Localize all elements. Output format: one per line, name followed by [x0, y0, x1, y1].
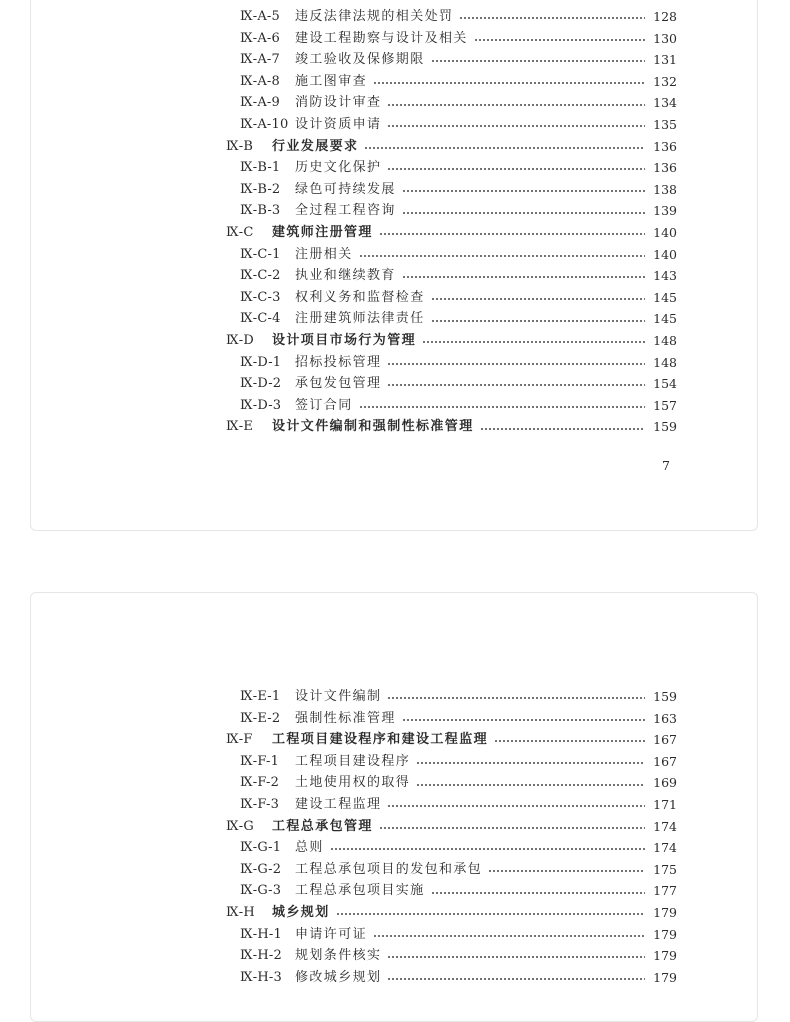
toc-entry-page: 135 [653, 117, 677, 132]
toc-section-entry[interactable] [226, 902, 677, 924]
toc-entry-code: Ⅸ-H-3 [240, 969, 282, 985]
toc-entry-title: 工程总承包项目的发包和承包 [295, 861, 483, 877]
toc-entry-page: 131 [653, 52, 677, 68]
toc-subsection-entry[interactable] [240, 967, 677, 989]
dot-leader [387, 125, 645, 127]
dot-leader [474, 39, 645, 41]
toc-subsection-entry[interactable] [240, 71, 677, 93]
toc-entry-page: 171 [653, 797, 677, 812]
toc-subsection-entry[interactable] [240, 92, 677, 114]
dot-leader [387, 384, 645, 386]
dot-leader [387, 363, 645, 365]
dot-leader [364, 147, 645, 149]
dot-leader [387, 805, 645, 807]
dot-leader [387, 168, 645, 170]
dot-leader [359, 406, 645, 408]
toc-entry-page: 175 [653, 861, 677, 877]
toc-entry-title: 承包发包管理 [295, 376, 382, 392]
toc-entry-page: 145 [653, 289, 677, 305]
toc-entry-code: Ⅸ-A-5 [240, 9, 280, 24]
toc-entry-code: Ⅸ-B [226, 138, 254, 154]
toc-subsection-entry[interactable] [240, 708, 677, 730]
dot-leader [373, 935, 645, 937]
toc-entry-code: Ⅸ-C-1 [240, 246, 281, 262]
toc-entry-code: Ⅸ-F-3 [240, 797, 280, 812]
toc-entry-title: 权利义务和监督检查 [295, 289, 425, 305]
toc-entry-code: Ⅸ-B-3 [240, 203, 281, 219]
toc-entry-page: 132 [653, 73, 677, 89]
toc-entry-code: Ⅸ-D-3 [240, 397, 282, 413]
page-number: 7 [662, 458, 670, 473]
toc-subsection-entry[interactable] [240, 114, 677, 136]
toc-entry-page: 136 [653, 160, 677, 176]
dot-leader [379, 233, 645, 235]
toc-section-entry[interactable] [226, 222, 677, 244]
dot-leader [330, 848, 645, 850]
toc-subsection-entry[interactable] [240, 880, 677, 902]
toc-entry-code: Ⅸ-C-2 [240, 268, 281, 284]
toc-entry-title: 施工图审查 [295, 73, 368, 89]
toc-entry-page: 139 [653, 203, 677, 219]
toc-entry-code: Ⅸ-E-2 [240, 710, 281, 726]
toc-entry-title: 执业和继续教育 [295, 268, 396, 284]
toc-entry-code: Ⅸ-A-6 [240, 30, 280, 46]
document-page-1 [30, 0, 758, 531]
dot-leader [359, 255, 645, 257]
toc-entry-title: 招标投标管理 [295, 354, 382, 370]
toc-entry-page: 148 [653, 333, 677, 348]
dot-leader [480, 428, 645, 430]
toc-entry-title: 绿色可持续发展 [295, 181, 396, 197]
toc-entry-title: 注册相关 [295, 246, 353, 262]
toc-subsection-entry[interactable] [240, 924, 677, 946]
toc-section-entry[interactable] [226, 816, 677, 838]
dot-leader [402, 212, 645, 214]
toc-entry-code: Ⅸ-G-3 [240, 883, 282, 899]
toc-entry-page: 167 [653, 753, 677, 769]
toc-entry-page: 157 [653, 397, 677, 413]
toc-entry-code: Ⅸ-D-1 [240, 354, 282, 370]
toc-entry-page: 159 [653, 689, 677, 704]
toc-entry-page: 174 [653, 818, 677, 834]
toc-entry-title: 设计文件编制和强制性标准管理 [272, 419, 474, 435]
dot-leader [431, 892, 645, 894]
toc-entry-title: 建筑师注册管理 [272, 225, 373, 240]
toc-entry-page: 179 [653, 926, 677, 942]
dot-leader [416, 784, 645, 786]
toc-section-entry[interactable] [226, 330, 677, 352]
toc-entry-title: 行业发展要求 [272, 138, 359, 154]
toc-entry-page: 140 [653, 246, 677, 262]
dot-leader [387, 697, 645, 699]
dot-leader [402, 276, 645, 278]
toc-entry-code: Ⅸ-A-10 [240, 117, 289, 132]
toc-entry-code: Ⅸ-E [226, 419, 254, 435]
toc-entry-page: 177 [653, 883, 677, 899]
toc-entry-page: 148 [653, 354, 677, 370]
toc-entry-page: 163 [653, 710, 677, 726]
toc-entry-page: 179 [653, 969, 677, 985]
toc-entry-title: 全过程工程咨询 [295, 203, 396, 219]
toc-entry-title: 工程总承包管理 [272, 818, 373, 834]
dot-leader [402, 719, 645, 721]
dot-leader [387, 104, 645, 106]
toc-subsection-entry[interactable] [240, 772, 677, 794]
toc-entry-code: Ⅸ-H [226, 905, 255, 920]
toc-entry-title: 历史文化保护 [295, 160, 382, 176]
toc-entry-code: Ⅸ-C-3 [240, 289, 281, 305]
dot-leader [387, 956, 645, 958]
toc-subsection-entry[interactable] [240, 157, 677, 179]
toc-entry-title: 申请许可证 [295, 926, 368, 942]
toc-entry-title: 工程项目建设程序和建设工程监理 [272, 732, 489, 748]
toc-subsection-entry[interactable] [240, 244, 677, 266]
toc-subsection-entry[interactable] [240, 179, 677, 201]
toc-subsection-entry[interactable] [240, 6, 677, 28]
toc-subsection-entry[interactable] [240, 395, 677, 417]
toc-subsection-entry[interactable] [240, 28, 677, 50]
dot-leader [373, 82, 645, 84]
toc-section-entry[interactable] [226, 136, 677, 158]
toc-entry-code: Ⅸ-E-1 [240, 689, 281, 704]
toc-subsection-entry[interactable] [240, 945, 677, 967]
toc-entry-page: 154 [653, 376, 677, 392]
dot-leader [488, 870, 645, 872]
toc-entry-code: Ⅸ-B-2 [240, 181, 281, 197]
toc-entry-title: 强制性标准管理 [295, 710, 396, 726]
toc-entry-title: 设计资质申请 [295, 117, 382, 132]
toc-entry-title: 消防设计审查 [295, 95, 382, 111]
toc-subsection-entry[interactable] [240, 859, 677, 881]
toc-subsection-entry[interactable] [240, 49, 677, 71]
dot-leader [431, 298, 645, 300]
dot-leader [379, 827, 645, 829]
toc-entry-code: Ⅸ-H-1 [240, 926, 282, 942]
toc-entry-code: Ⅸ-A-8 [240, 73, 280, 89]
toc-entry-title: 违反法律法规的相关处罚 [295, 9, 454, 24]
toc-entry-title: 设计文件编制 [295, 689, 382, 704]
toc-entry-title: 工程项目建设程序 [295, 753, 411, 769]
toc-entry-code: Ⅸ-F-1 [240, 753, 280, 769]
dot-leader [431, 60, 645, 62]
toc-subsection-entry[interactable] [240, 352, 677, 374]
toc-entry-page: 134 [653, 95, 677, 111]
toc-entry-title: 签订合同 [295, 397, 353, 413]
toc-entry-title: 规划条件核实 [295, 948, 382, 964]
toc-entry-title: 建设工程监理 [295, 797, 382, 812]
toc-entry-page: 136 [653, 138, 677, 154]
toc-entry-title: 注册建筑师法律责任 [295, 311, 425, 327]
toc-entry-title: 总则 [295, 840, 324, 856]
toc-entry-page: 143 [653, 268, 677, 284]
toc-entry-title: 修改城乡规划 [295, 969, 382, 985]
toc-entry-code: Ⅸ-D [226, 333, 254, 348]
toc-entry-code: Ⅸ-B-1 [240, 160, 281, 176]
toc-entry-title: 城乡规划 [272, 905, 330, 920]
dot-leader [387, 978, 645, 980]
toc-section-entry[interactable] [226, 729, 677, 751]
toc-subsection-entry[interactable] [240, 373, 677, 395]
toc-entry-code: Ⅸ-G [226, 818, 254, 834]
toc-entry-title: 设计项目市场行为管理 [272, 333, 417, 348]
dot-leader [459, 17, 645, 19]
dot-leader [494, 740, 645, 742]
toc-entry-page: 145 [653, 311, 677, 327]
dot-leader [416, 762, 645, 764]
toc-entry-page: 174 [653, 840, 677, 856]
dot-leader [336, 913, 645, 915]
toc-entry-code: Ⅸ-C-4 [240, 311, 281, 327]
toc-entry-code: Ⅸ-A-9 [240, 95, 280, 111]
toc-subsection-entry[interactable] [240, 794, 677, 816]
toc-subsection-entry[interactable] [240, 686, 677, 708]
toc-entry-page: 167 [653, 732, 677, 748]
toc-entry-title: 建设工程勘察与设计及相关 [295, 30, 468, 46]
toc-subsection-entry[interactable] [240, 265, 677, 287]
document-page-2 [30, 592, 758, 1022]
dot-leader [431, 320, 645, 322]
toc-entry-title: 竣工验收及保修期限 [295, 52, 425, 68]
toc-entry-title: 土地使用权的取得 [295, 775, 411, 791]
toc-entry-code: Ⅸ-F [226, 732, 253, 748]
toc-entry-code: Ⅸ-F-2 [240, 775, 280, 791]
toc-entry-page: 179 [653, 905, 677, 920]
toc-subsection-entry[interactable] [240, 200, 677, 222]
toc-entry-page: 179 [653, 948, 677, 964]
toc-entry-code: Ⅸ-C [226, 225, 254, 240]
toc-entry-page: 128 [653, 9, 677, 24]
dot-leader [422, 341, 645, 343]
toc-entry-page: 159 [653, 419, 677, 435]
toc-entry-code: Ⅸ-G-1 [240, 840, 282, 856]
toc-entry-page: 140 [653, 225, 677, 240]
toc-entry-code: Ⅸ-H-2 [240, 948, 282, 964]
dot-leader [402, 190, 645, 192]
toc-entry-title: 工程总承包项目实施 [295, 883, 425, 899]
toc-entry-code: Ⅸ-A-7 [240, 52, 280, 68]
toc-subsection-entry[interactable] [240, 308, 677, 330]
toc-entry-page: 138 [653, 181, 677, 197]
toc-entry-code: Ⅸ-G-2 [240, 861, 282, 877]
toc-entry-page: 169 [653, 775, 677, 791]
toc-subsection-entry[interactable] [240, 287, 677, 309]
toc-entry-code: Ⅸ-D-2 [240, 376, 282, 392]
toc-entry-page: 130 [653, 30, 677, 46]
toc-subsection-entry[interactable] [240, 751, 677, 773]
toc-subsection-entry[interactable] [240, 837, 677, 859]
toc-section-entry[interactable] [226, 416, 677, 438]
